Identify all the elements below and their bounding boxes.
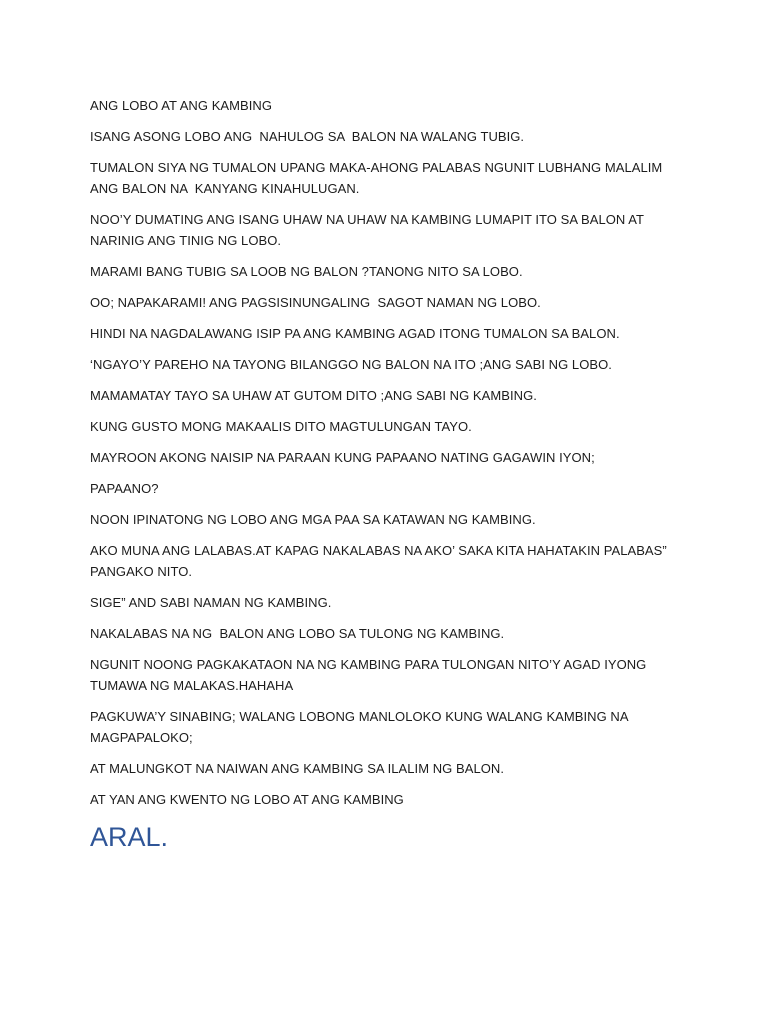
story-paragraph-17: PAGKUWA’Y SINABING; WALANG LOBONG MANLOLOKO KUNG WALANG KAMBING NA MAGPAPALOKO; — [90, 709, 632, 745]
story-paragraph-5: OO; NAPAKARAMI! ANG PAGSISINUNGALING SAGOT NAMAN NG LOBO. — [90, 295, 541, 310]
story-paragraph-15: NAKALABAS NA NG BALON ANG LOBO SA TULONG NG KAMBING. — [90, 626, 505, 641]
story-paragraph-9: KUNG GUSTO MONG MAKAALIS DITO MAGTULUNGAN TAYO. — [90, 419, 472, 434]
story-paragraph-2: TUMALON SIYA NG TUMALON UPANG MAKA-AHONG PALABAS NGUNIT LUBHANG MALALIM ANG BALON NA KANYANG KINAHULUGAN. — [90, 160, 666, 196]
story-paragraph-8: MAMAMATAY TAYO SA UHAW AT GUTOM DITO ;ANG SABI NG KAMBING. — [90, 388, 537, 403]
story-paragraph-11: PAPAANO? — [90, 481, 159, 496]
story-paragraph-4: MARAMI BANG TUBIG SA LOOB NG BALON ?TANONG NITO SA LOBO. — [90, 264, 523, 279]
story-paragraph-14: SIGE” AND SABI NAMAN NG KAMBING. — [90, 595, 332, 610]
story-paragraph-19: AT YAN ANG KWENTO NG LOBO AT ANG KAMBING — [90, 792, 404, 807]
document-body — [90, 95, 680, 854]
story-paragraph-7: ‘NGAYO’Y PAREHO NA TAYONG BILANGGO NG BALON NA ITO ;ANG SABI NG LOBO. — [90, 357, 612, 372]
story-paragraph-3: NOO’Y DUMATING ANG ISANG UHAW NA UHAW NA KAMBING LUMAPIT ITO SA BALON AT NARINIG ANG TINIG NG LOBO. — [90, 212, 648, 248]
story-paragraph-12: NOON IPINATONG NG LOBO ANG MGA PAA SA KATAWAN NG KAMBING. — [90, 512, 536, 527]
story-paragraph-13: AKO MUNA ANG LALABAS.AT KAPAG NAKALABAS NA AKO’ SAKA KITA HAHATAKIN PALABAS” PANGAKO NITO. — [90, 543, 671, 579]
lesson-heading: ARAL. — [90, 822, 169, 852]
story-paragraph-16: NGUNIT NOONG PAGKAKATAON NA NG KAMBING PARA TULONGAN NITO’Y AGAD IYONG TUMAWA NG MALAKAS.HAHAHA — [90, 657, 650, 693]
story-paragraph-6: HINDI NA NAGDALAWANG ISIP PA ANG KAMBING AGAD ITONG TUMALON SA BALON. — [90, 326, 620, 341]
story-paragraph-18: AT MALUNGKOT NA NAIWAN ANG KAMBING SA ILALIM NG BALON. — [90, 761, 504, 776]
story-title: ANG LOBO AT ANG KAMBING — [90, 98, 272, 113]
story-paragraph-1: ISANG ASONG LOBO ANG NAHULOG SA BALON NA WALANG TUBIG. — [90, 129, 525, 144]
story-paragraph-10: MAYROON AKONG NAISIP NA PARAAN KUNG PAPAANO NATING GAGAWIN IYON; — [90, 450, 595, 465]
